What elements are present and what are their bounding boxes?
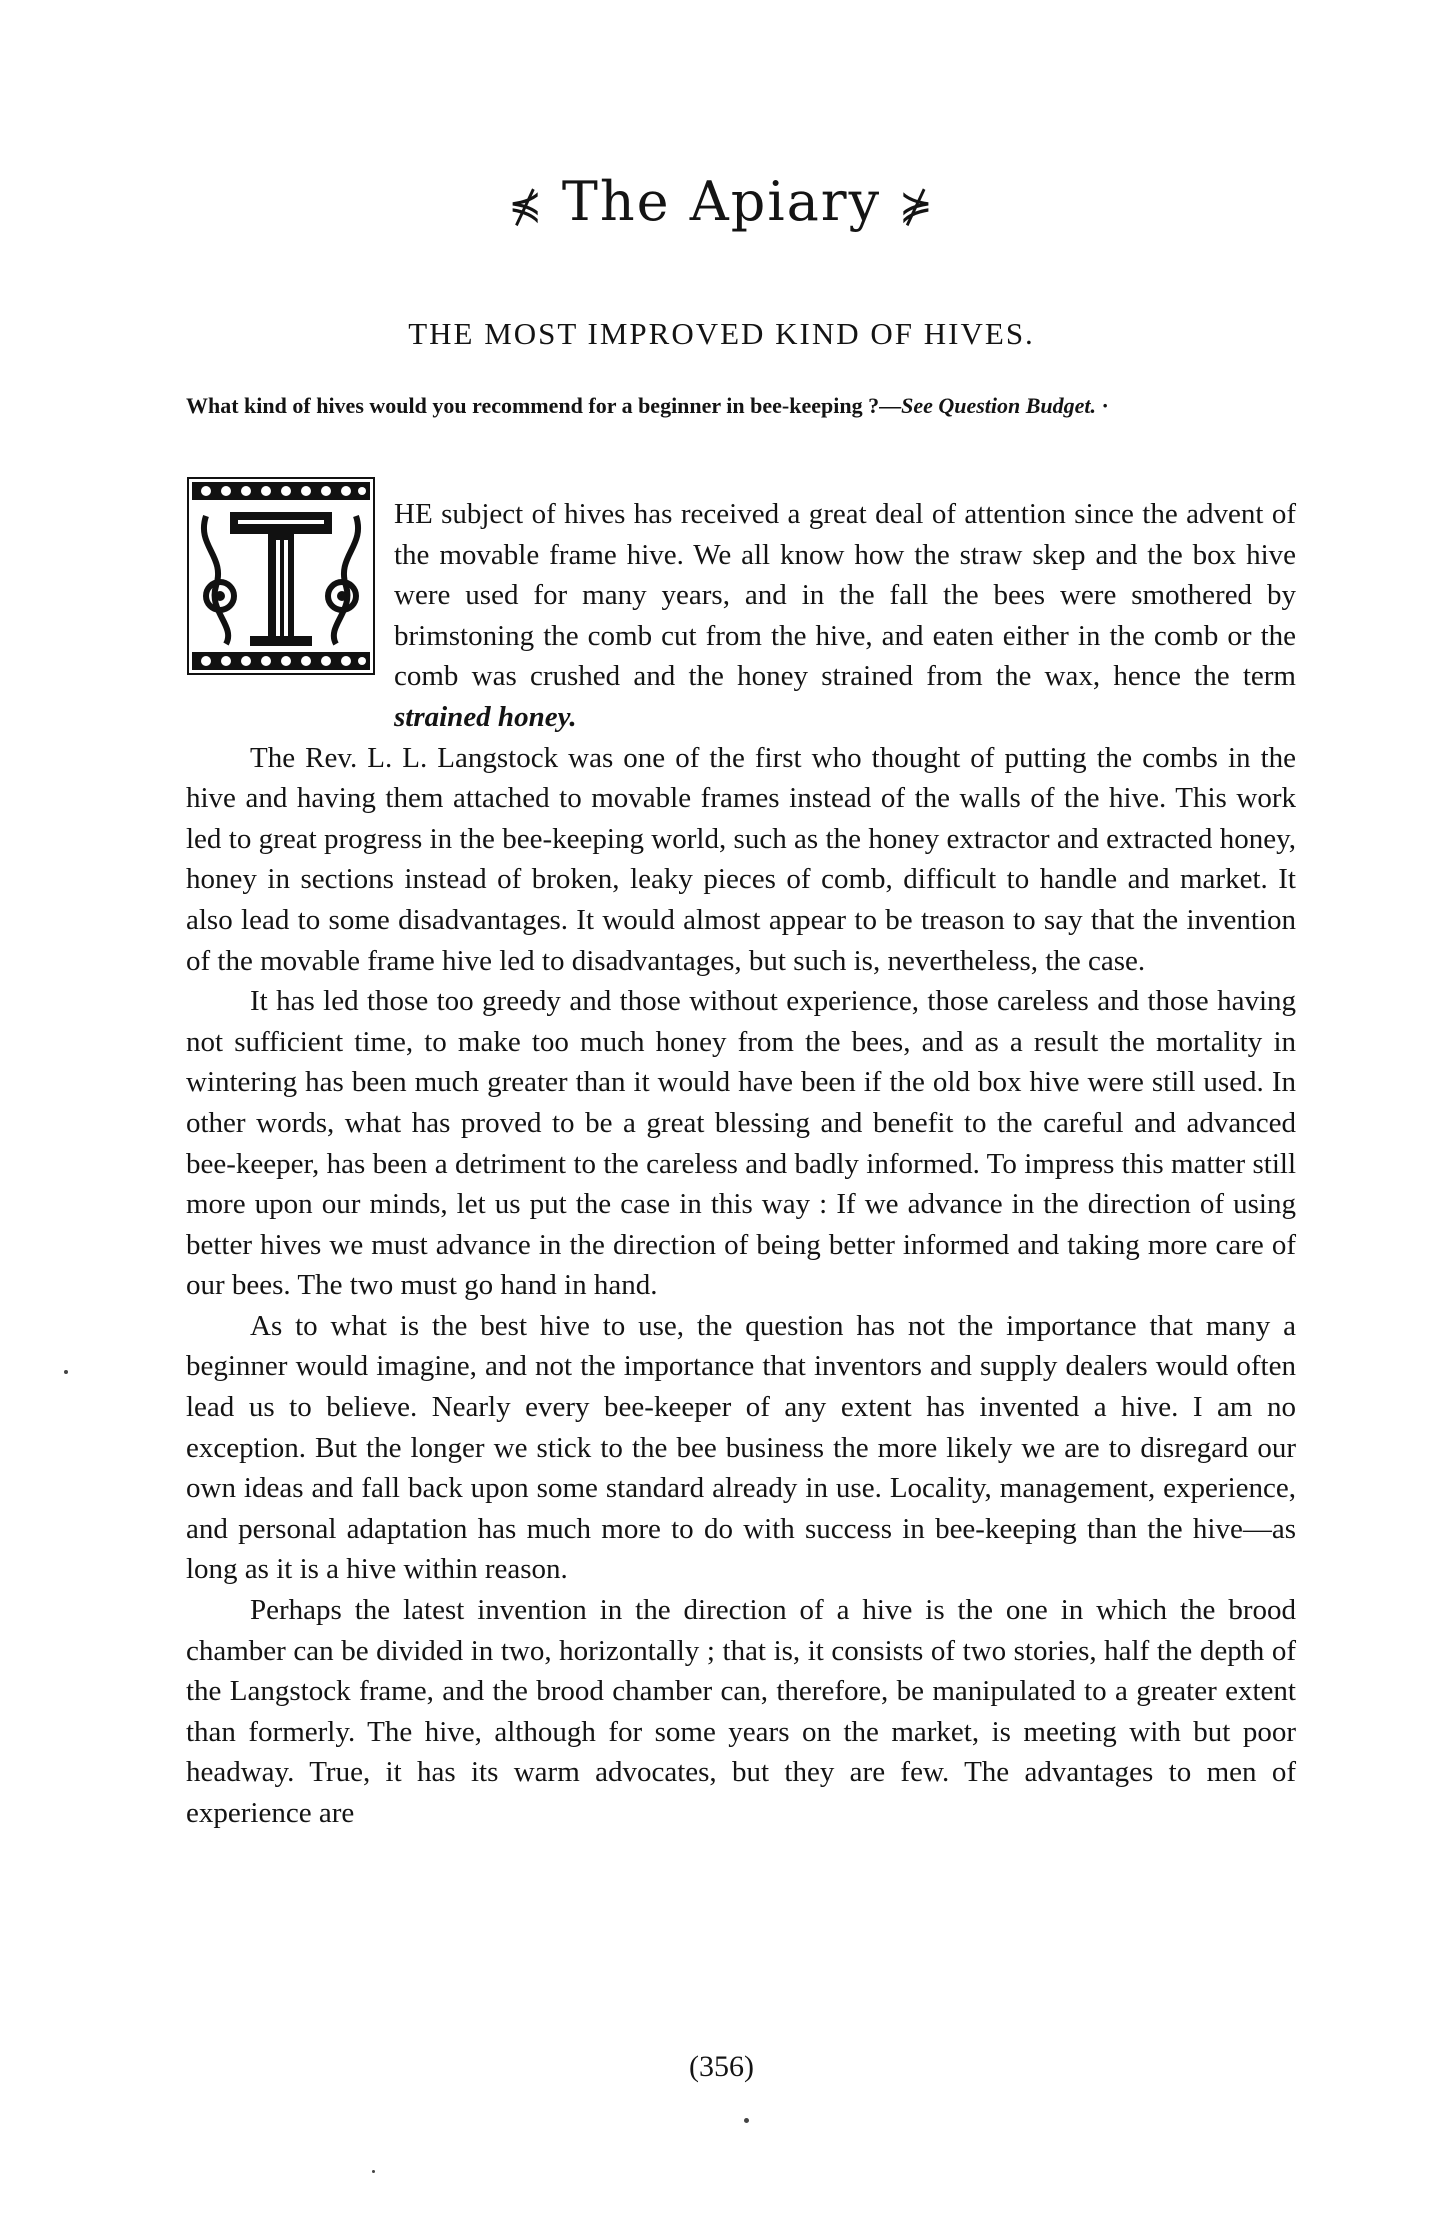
section-header [0,170,1443,233]
page-number: (356) [689,2050,754,2083]
scan-speck [64,1370,68,1374]
section-title: The Apiary [561,170,882,233]
paragraph-3: It has led those too greedy and those without experience, those careless and those having not sufficient time, to make too much honey from the bees, and as a result the mortality in wintering has been much greater than it would have been if the old box hive were still used. In other words, what has proved to be a great blessing and benefit to the careful and advanced bee-keeper, has been a detriment to the careless and badly informed. To impress this matter still more upon our minds, let us put the case in this way : If we advance in the direction of using better hives we must advance in the direction of being better informed and taking more care of our bees. The two must go hand in hand. [186,985,1296,1302]
reader-question: What kind of hives would you recommend for a beginner in bee-keeping ?—See Question Budget. · [186,393,1109,418]
ornament-left-icon: ⋠ [508,183,544,229]
paragraph-4: As to what is the best hive to use, the question has not the importance that many a beginner would imagine, and not the importance that inventors and supply dealers would often lead us to believe. Nearly every bee-keeper of any extent has invented a hive. I am no exception. But the longer we stick to the bee business the more likely we are to disregard our own ideas and fall back upon some standard already in use. Locality, management, experience, and personal adaptation has much more to do with success in bee-keeping than the hive—as long as it is a hive within reason. [186,1309,1296,1586]
drop-cap-spacer [186,494,394,700]
paragraph-1-text: HE subject of hives has received a great deal of attention since the advent of the movable frame hive. We all know how the straw skep and the box hive were used for many years, and in the fall the bees were smothered by brimstoning the comb cut from the hive, and eaten either in the comb or the comb was crushed and the honey strained from the wax, hence the term [394,498,1296,693]
question-text: What kind of hives would you recommend for a beginner in bee-keeping ?— [186,393,902,418]
paragraph-5: Perhaps the latest invention in the direction of a hive is the one in which the brood chamber can be divided in two, horizontally ; that is, it consists of two stories, half the depth of the Langstock frame, and the brood chamber can, therefore, be manipulated to a greater extent than formerly. The hive, although for some years on the market, is meeting with but poor headway. True, it has its warm advocates, but they are few. The advantages to men of experience are [186,1594,1296,1829]
paragraph-2: The Rev. L. L. Langstock was one of the first who thought of putting the combs in the hive and having them attached to movable frames instead of the walls of the hive. This work led to great progress in the bee-keeping world, such as the honey extractor and extracted honey, honey in sections instead of broken, leaky pieces of comb, difficult to handle and market. It also lead to some disadvantages. It would almost appear to be treason to say that the invention of the movable frame hive led to disadvantages, but such is, nevertheless, the case. [186,741,1296,977]
question-reference: See Question Budget. [901,393,1097,418]
article-title: THE MOST IMPROVED KIND OF HIVES. [408,316,1035,351]
ornament-right-icon: ⋡ [899,183,935,229]
emphasis-strained-honey: strained honey. [394,700,577,733]
article-body [186,494,1296,1834]
scan-speck [372,2170,375,2173]
scan-speck [744,2118,749,2123]
